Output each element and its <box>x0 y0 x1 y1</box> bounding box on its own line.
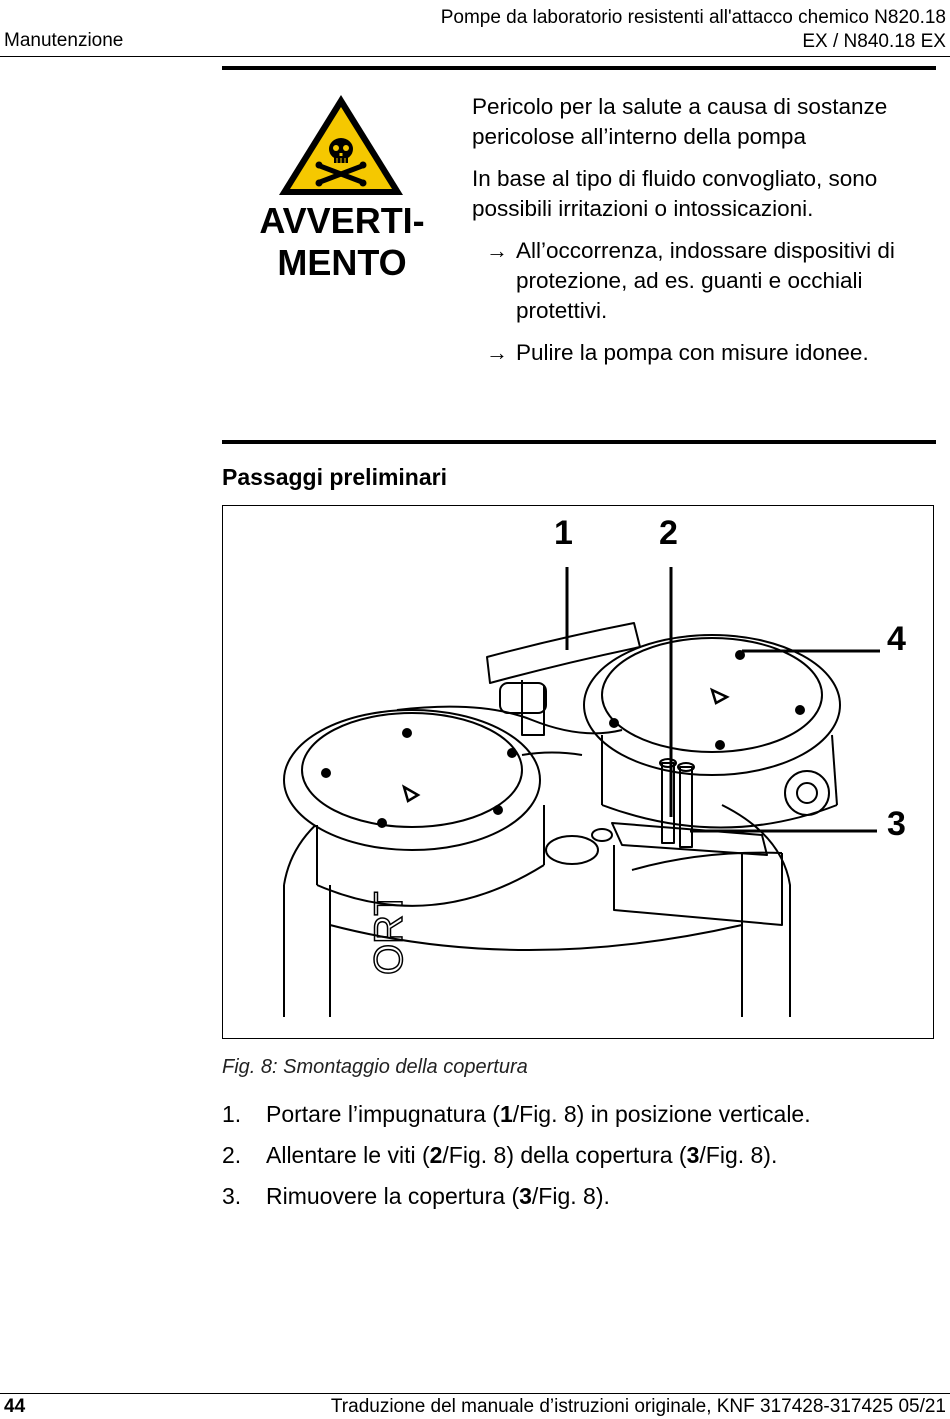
embossed-text: ORT <box>367 891 411 975</box>
figure-caption: Fig. 8: Smontaggio della copertura <box>222 1056 528 1078</box>
step-ref: 1 <box>499 1101 513 1127</box>
step-ref: 3 <box>519 1183 532 1209</box>
callout-1: 1 <box>554 514 573 552</box>
callout-4: 4 <box>887 620 906 658</box>
header-product-line1: Pompe da laboratorio resistenti all'attacco chemico N820.18 <box>440 7 946 28</box>
step-number: 1. <box>222 1101 242 1127</box>
warning-action-text: All’occorrenza, indossare dispositivi di protezione, ad es. guanti e occhiali protettivi. <box>516 238 895 323</box>
warning-heading: Pericolo per la salute a causa di sostanze pericolose all’interno della pompa <box>472 94 888 149</box>
warning-bottom-rule <box>222 440 936 444</box>
header-divider <box>0 56 950 57</box>
warning-label-line1: AVVERTI- <box>259 200 425 241</box>
toxic-hazard-icon <box>276 92 406 198</box>
warning-action-text: Pulire la pompa con misure idonee. <box>516 340 869 365</box>
procedure-step <box>222 1135 811 1176</box>
header-section: Manutenzione <box>4 30 124 51</box>
header-product <box>441 6 946 54</box>
pump-illustration <box>222 505 934 1039</box>
step-text: Rimuovere la copertura (3/Fig. 8). <box>266 1183 610 1209</box>
arrow-right-icon: → <box>486 238 508 263</box>
header-product-line2: EX / N840.18 EX <box>802 31 946 52</box>
step-text: Allentare le viti (2/Fig. 8) della copertura (3/Fig. 8). <box>266 1142 778 1168</box>
procedure-step <box>222 1176 811 1217</box>
arrow-right-icon: → <box>486 340 508 365</box>
step-text: Portare l’impugnatura (1/Fig. 8) in posizione verticale. <box>266 1101 811 1127</box>
warning-text <box>472 92 932 380</box>
section-title: Passaggi preliminari <box>222 464 447 490</box>
step-number: 3. <box>222 1183 242 1209</box>
step-ref: 3 <box>686 1142 700 1168</box>
step-number: 2. <box>222 1142 242 1168</box>
callout-2: 2 <box>659 514 678 552</box>
footer-text: Traduzione del manuale d’istruzioni originale, KNF 317428-317425 05/21 <box>330 1396 946 1417</box>
callout-3: 3 <box>887 805 906 843</box>
warning-label-line2: MENTO <box>277 242 407 283</box>
warning-action <box>486 236 932 326</box>
warning-top-rule <box>222 66 936 70</box>
footer-divider <box>0 1393 950 1394</box>
warning-body: In base al tipo di fluido convogliato, sono possibili irritazioni o intossicazioni. <box>472 166 878 221</box>
warning-label <box>240 200 444 284</box>
procedure-step <box>222 1094 811 1135</box>
procedure-steps <box>222 1094 811 1217</box>
page-number: 44 <box>4 1396 26 1417</box>
step-ref: 2 <box>429 1142 443 1168</box>
warning-action <box>486 338 932 368</box>
